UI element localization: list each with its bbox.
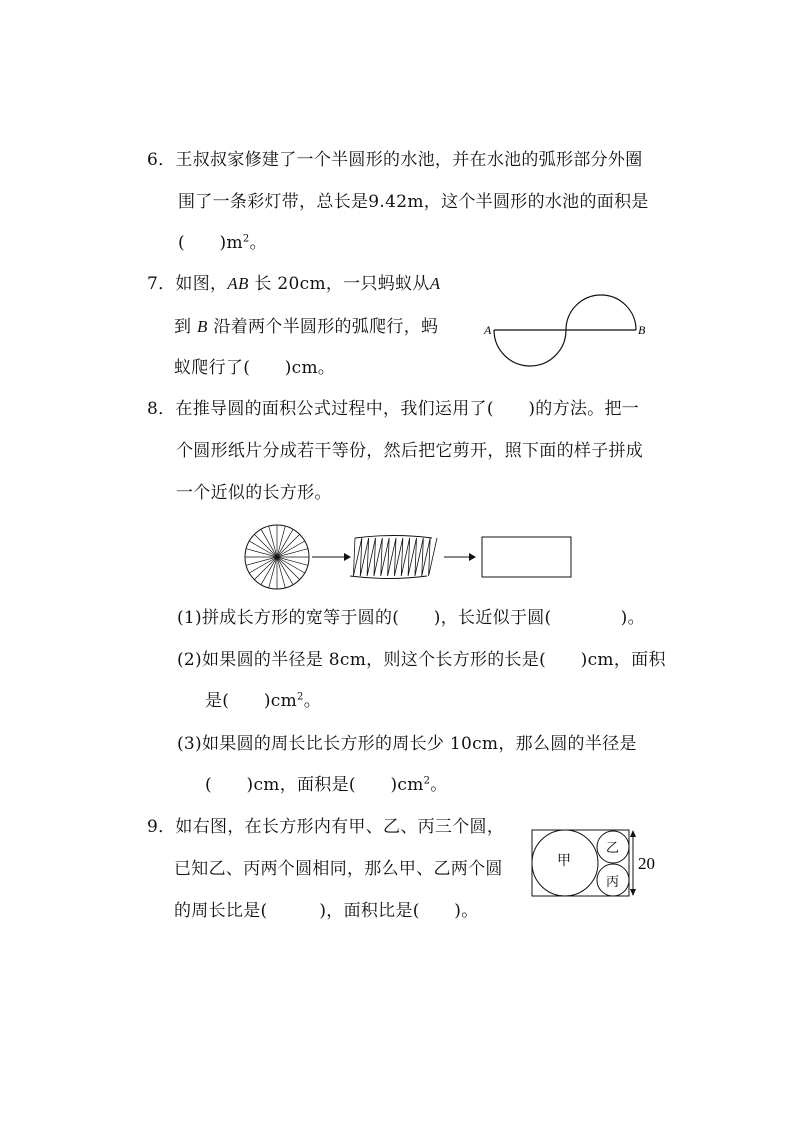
q9-dimension-label: 20: [638, 854, 655, 873]
q7-semicircle-figure: [484, 292, 654, 372]
q6-line-3: [178, 232, 267, 254]
q9-dimension-arrow: [630, 830, 636, 896]
q6-line-2: 围了一条彩灯带，总长是9.42m，这个半圆形的水池的面积是: [178, 192, 649, 212]
q9-line-1: [147, 816, 504, 838]
q7-text-2c: 沿着两个半圆形的弧爬行，蚂: [207, 317, 439, 337]
q9-circles-figure: [530, 829, 670, 899]
q7-ab-label: AB: [227, 274, 249, 293]
q7-line-2: [174, 316, 438, 338]
q9-label-yi: 乙: [606, 841, 620, 856]
q9-line-3: 的周长比是( )，面积比是( )。: [174, 901, 479, 921]
q8-sub1: (1)拼成长方形的宽等于圆的( )，长近似于圆( )。: [177, 608, 645, 628]
q7-line-1: [147, 273, 440, 295]
q7-b-label: B: [197, 317, 208, 336]
q7-text-1b: 长 20cm，一只蚂蚁从: [248, 274, 430, 294]
q8-text-1: 在推导圆的面积公式过程中，我们运用了( )的方法。把一: [175, 399, 640, 419]
q6-text-1: 王叔叔家修建了一个半圆形的水池，并在水池的弧形部分外圈: [175, 150, 643, 170]
q6-answer-blank: ( )m: [178, 233, 243, 253]
q8-sub3-line-1: (3)如果圆的周长比长方形的周长少 10cm，那么圆的半径是: [177, 734, 637, 754]
q9-text-1: 如右图，在长方形内有甲、乙、丙三个圆，: [175, 817, 505, 837]
q7-text-2a: 到: [174, 317, 198, 337]
q8-line-2: 个圆形纸片分成若干等份，然后把它剪开，照下面的样子拼成: [176, 441, 644, 461]
q8-sub2-superscript: 2: [297, 691, 304, 703]
q6-line-1: [147, 149, 643, 171]
q6-superscript: 2: [242, 233, 250, 245]
q7-fig-label-a: A: [484, 323, 492, 337]
q8-sub2-period: 。: [303, 691, 321, 711]
q8-sub3-period: 。: [430, 775, 448, 795]
q7-a-label: A: [429, 274, 441, 293]
q8-sub3-line-2: [205, 774, 448, 796]
q7-line-3: 蚁爬行了( )cm。: [174, 358, 336, 378]
q8-sub3-blanks: ( )cm，面积是( )cm: [205, 775, 424, 795]
q9-number: 9．: [147, 817, 176, 837]
q8-zigzag-strip: [350, 536, 437, 579]
q8-sub2-line-1: (2)如果圆的半径是 8cm，则这个长方形的长是( )cm，面积: [177, 650, 666, 670]
q8-divided-circle: [245, 525, 309, 589]
q8-sub2-line-2: [205, 690, 321, 712]
q8-line-1: [147, 398, 639, 420]
q6-number: 6．: [147, 150, 176, 170]
q8-sub2-blank: 是( )cm: [205, 691, 298, 711]
q8-number: 8．: [147, 399, 176, 419]
q9-line-2: 已知乙、丙两个圆相同，那么甲、乙两个圆: [174, 859, 503, 879]
q7-fig-label-b: B: [638, 323, 646, 337]
q7-text-1a: 如图，: [175, 274, 228, 294]
q8-rectangle: [482, 537, 571, 577]
q6-period: 。: [249, 233, 267, 253]
q7-number: 7．: [147, 274, 176, 294]
q8-line-3: 一个近似的长方形。: [176, 483, 332, 503]
q8-arrow-2: [444, 553, 476, 561]
q8-sub3-superscript: 2: [423, 775, 431, 787]
q8-arrow-1: [312, 553, 351, 561]
q8-area-derivation-figure: [244, 523, 574, 593]
q9-label-bing: 丙: [606, 875, 620, 890]
q9-label-jia: 甲: [557, 853, 571, 869]
